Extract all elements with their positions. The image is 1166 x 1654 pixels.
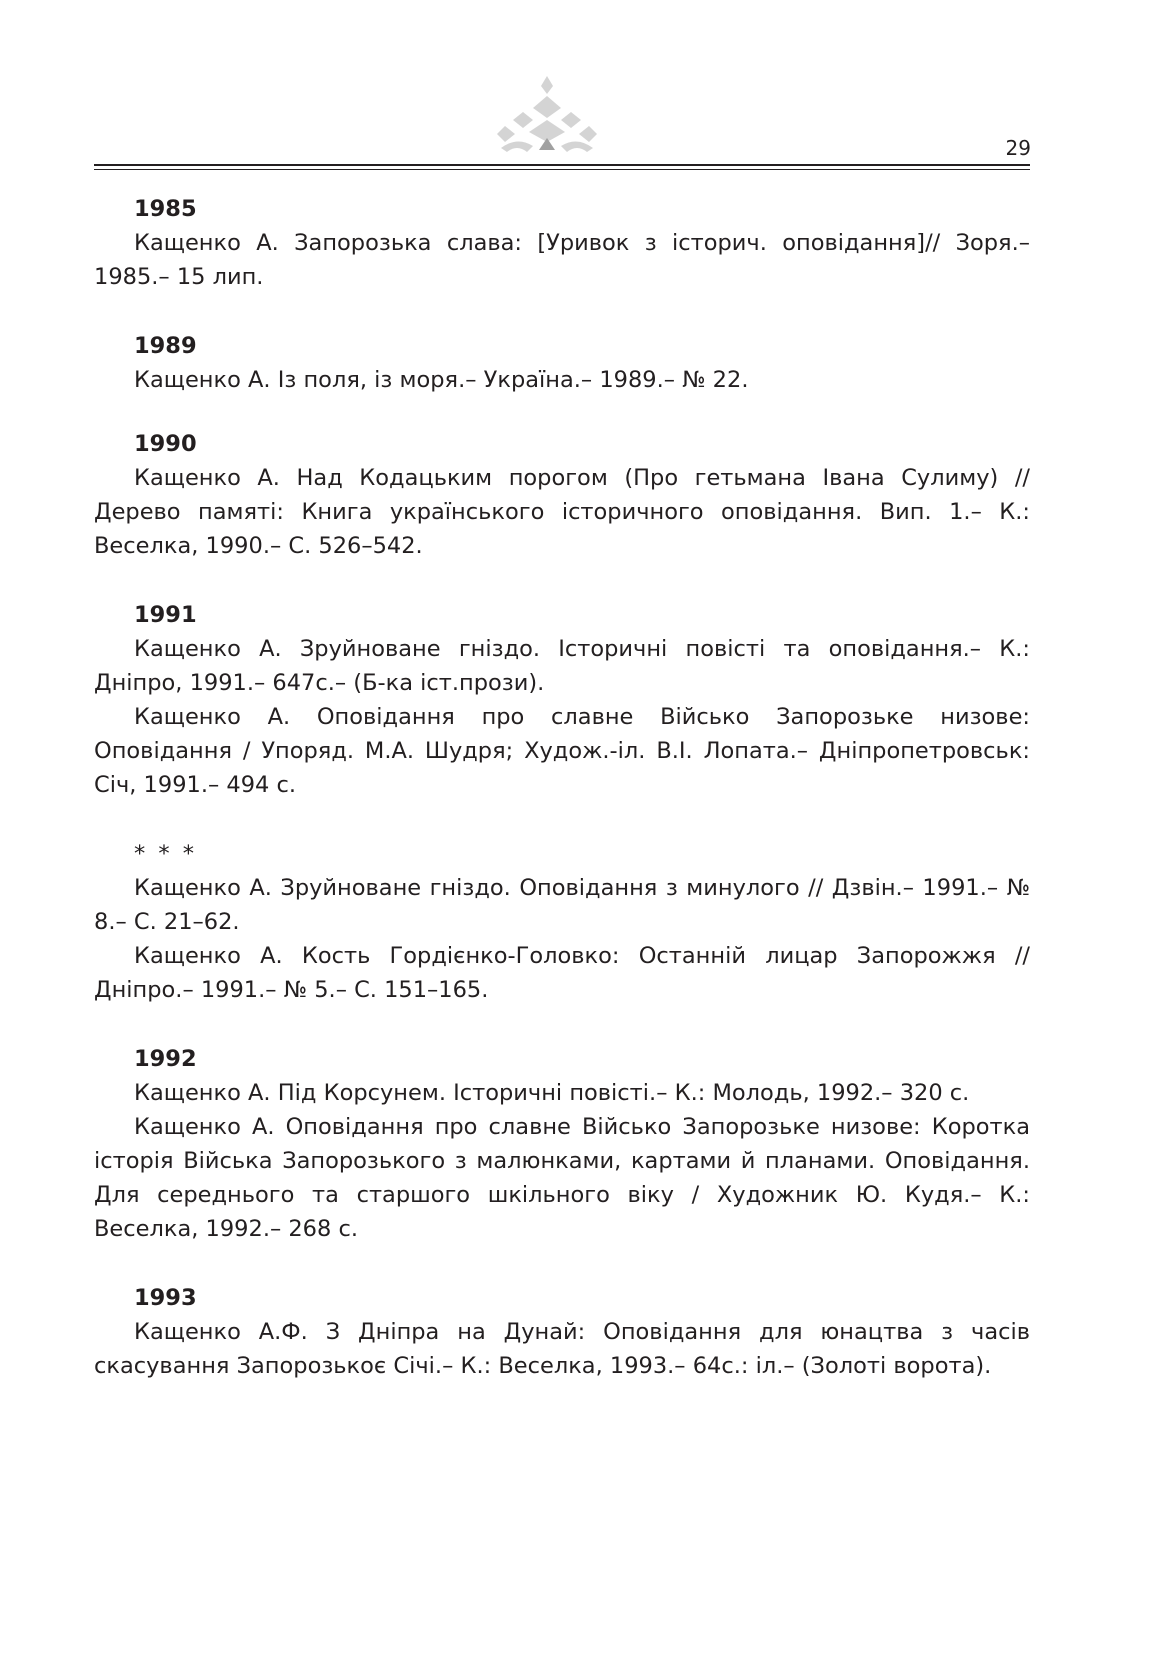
year-heading: 1990 [134, 431, 197, 457]
year-heading: 1992 [134, 1046, 197, 1072]
section-separator: * * * [134, 841, 198, 867]
bibliography-entry: Кащенко А. Запорозька слава: [Уривок з історич. оповідання]// Зоря.– 1985.– 15 лип. [94, 230, 1030, 290]
bibliography-entry: Кащенко А. Зруйноване гніздо. Історичні повісті та оповідання.– К.: Дніпро, 1991.– 647с.– (Б-ка іст.прози). [94, 636, 1030, 696]
page-number: 29 [1005, 136, 1031, 160]
bibliography-entry: Кащенко А.Ф. З Дніпра на Дунай: Оповідання для юнацтва з часів скасування Запорозькоє Січі.– К.: Веселка, 1993.– 64с.: іл.– (Золоті ворота). [94, 1319, 1030, 1379]
page-header [0, 0, 1166, 180]
header-rule-thin [94, 169, 1030, 170]
folk-ornament-icon [497, 76, 597, 160]
bibliography-entry: Кащенко А. Над Кодацьким порогом (Про гетьмана Івана Сулиму) // Дерево памяті: Книга українського історичного оповідання. Вип. 1.– К.: Веселка, 1990.– С. 526–542. [94, 465, 1030, 559]
bibliography-entry: Кащенко А. Оповідання про славне Військо Запорозьке низове: Оповідання / Упоряд. М.А. Шудря; Худож.-іл. В.І. Лопата.– Дніпропетровськ: Січ, 1991.– 494 с. [94, 704, 1030, 798]
year-heading: 1985 [134, 196, 197, 222]
year-heading: 1991 [134, 602, 197, 628]
year-heading: 1989 [134, 333, 197, 359]
header-rule [94, 164, 1030, 166]
bibliography-entry: Кащенко А. Кость Гордієнко-Головко: Останній лицар Запорожжя // Дніпро.– 1991.– № 5.– С. 151–165. [94, 943, 1030, 1003]
bibliography [94, 192, 1030, 1383]
bibliography-entry: Кащенко А. Із поля, із моря.– Україна.– 1989.– № 22. [134, 367, 749, 393]
bibliography-entry: Кащенко А. Зруйноване гніздо. Оповідання з минулого // Дзвін.– 1991.– № 8.– С. 21–62. [94, 875, 1030, 935]
bibliography-entry: Кащенко А. Під Корсунем. Історичні повісті.– К.: Молодь, 1992.– 320 с. [134, 1080, 970, 1106]
bibliography-entry: Кащенко А. Оповідання про славне Військо Запорозьке низове: Коротка історія Війська Запорозького з малюнками, картами й планами. Оповідання. Для середнього та старшого шкільного віку / Художник Ю. Кудя.– К.: Веселка, 1992.– 268 с. [94, 1114, 1030, 1242]
year-heading: 1993 [134, 1285, 197, 1311]
